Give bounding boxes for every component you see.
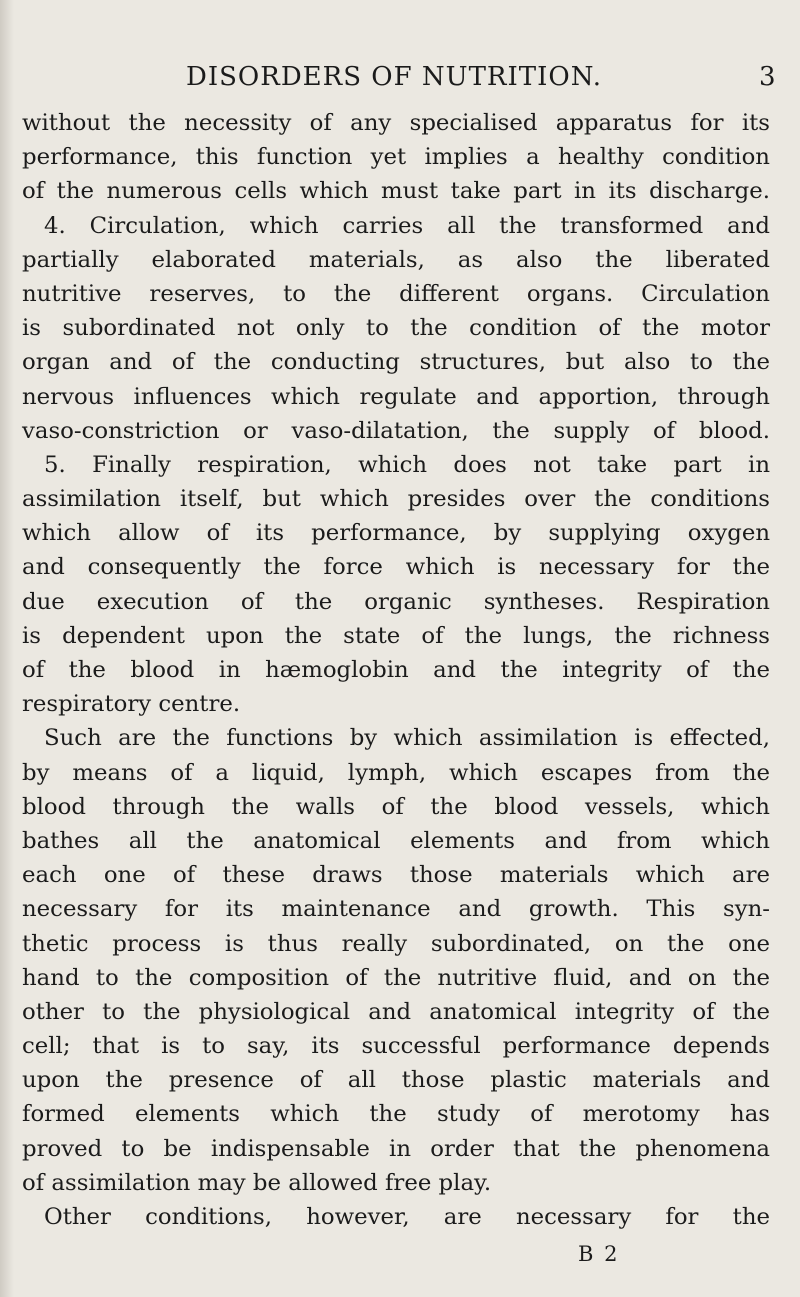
text-line: necessary for its maintenance and growth. This syn- bbox=[22, 896, 770, 923]
text-line: by means of a liquid, lymph, which escapes from the bbox=[22, 759, 770, 786]
text-line: hand to the composition of the nutritive fluid, and on the bbox=[22, 964, 770, 991]
text-line: respiratory centre. bbox=[22, 691, 241, 718]
text-line: partially elaborated materials, as also the liberated bbox=[22, 246, 770, 273]
body-text bbox=[22, 106, 770, 1234]
text-line: vaso-constriction or vaso-dilatation, the supply of blood. bbox=[22, 417, 770, 444]
text-line: and consequently the force which is necessary for the bbox=[22, 554, 770, 581]
text-line: due execution of the organic syntheses. Respiration bbox=[22, 588, 770, 615]
page-number: 3 bbox=[759, 62, 776, 92]
text-line: other to the physiological and anatomical integrity of the bbox=[22, 998, 770, 1025]
text-line: formed elements which the study of merotomy has bbox=[22, 1101, 770, 1128]
text-line: Other conditions, however, are necessary for the bbox=[44, 1204, 770, 1230]
running-title: DISORDERS OF NUTRITION. bbox=[186, 62, 603, 92]
text-line: nervous influences which regulate and apportion, through bbox=[22, 383, 770, 410]
text-line: which allow of its performance, by supplying oxygen bbox=[22, 520, 770, 547]
text-line: each one of these draws those materials which are bbox=[22, 862, 770, 889]
text-line: is subordinated not only to the condition of the motor bbox=[22, 315, 770, 342]
text-line: cell; that is to say, its successful performance depends bbox=[22, 1033, 770, 1060]
gutter-shadow bbox=[0, 0, 14, 1297]
text-line: upon the presence of all those plastic materials and bbox=[22, 1067, 770, 1094]
text-line: thetic process is thus really subordinated, on the one bbox=[22, 930, 770, 957]
text-line: proved to be indispensable in order that the phenomena bbox=[22, 1135, 770, 1162]
text-line: of assimilation may be allowed free play. bbox=[22, 1169, 492, 1196]
text-line: of the numerous cells which must take part in its discharge. bbox=[22, 178, 770, 205]
text-line: of the blood in hæmoglobin and the integrity of the bbox=[22, 657, 770, 683]
text-line: nutritive reserves, to the different organs. Circulation bbox=[22, 280, 770, 307]
text-line: bathes all the anatomical elements and from which bbox=[22, 827, 770, 854]
text-line: is dependent upon the state of the lungs, the richness bbox=[22, 622, 770, 649]
text-line: performance, this function yet implies a healthy condition bbox=[22, 144, 770, 171]
text-line: without the necessity of any specialised apparatus for its bbox=[22, 110, 770, 136]
text-line: Such are the functions by which assimilation is effected, bbox=[44, 725, 770, 752]
text-line: assimilation itself, but which presides over the conditions bbox=[22, 486, 770, 513]
text-line: 5. Finally respiration, which does not take part in bbox=[44, 451, 770, 478]
text-line: blood through the walls of the blood vessels, which bbox=[22, 793, 770, 820]
text-line: organ and of the conducting structures, but also to the bbox=[22, 349, 770, 376]
text-line: 4. Circulation, which carries all the transformed and bbox=[44, 212, 770, 239]
running-head bbox=[0, 62, 800, 102]
signature-mark: B 2 bbox=[578, 1242, 620, 1266]
